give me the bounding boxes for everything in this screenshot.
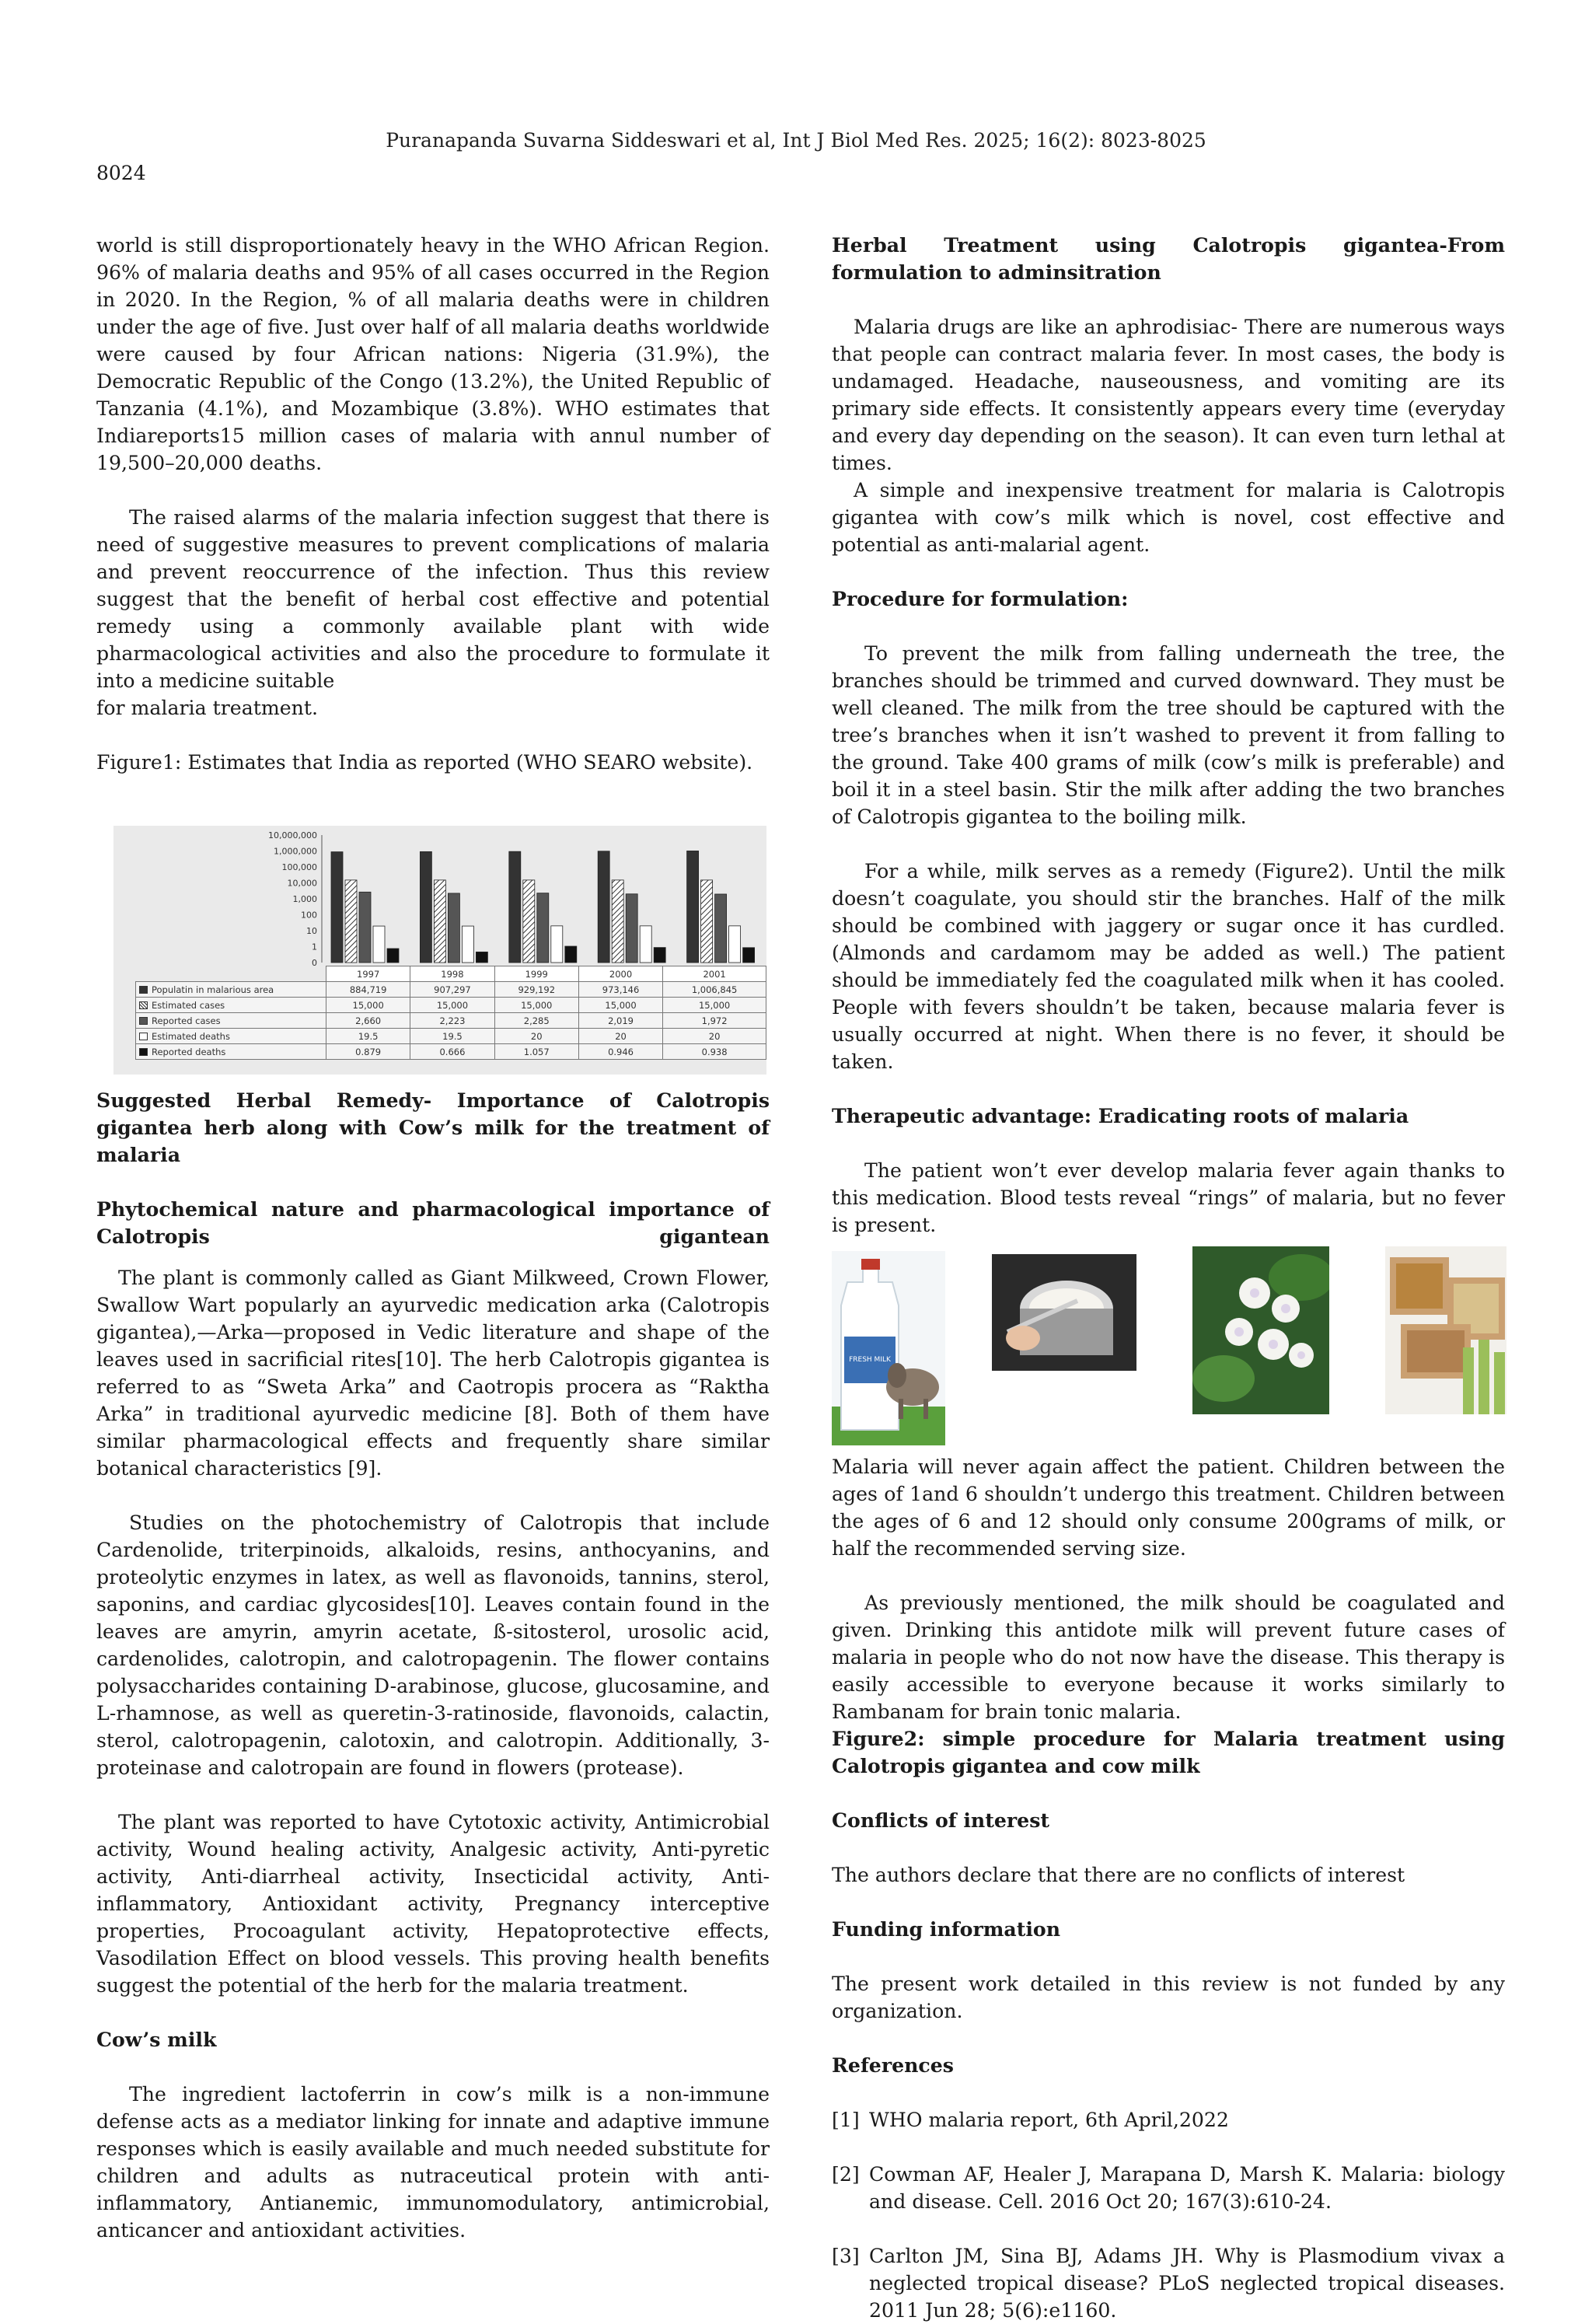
data-label-cell: 0.946: [578, 1044, 662, 1060]
bar-reported-deaths-1997: [387, 949, 399, 963]
year-header-cell: 1997: [326, 966, 410, 982]
y-tick-label: 1,000: [292, 894, 317, 904]
reference-text: Carlton JM, Sina BJ, Adams JH. Why is Plasmodium vivax a neglected tropical disease? PLoS neglected tropical diseases. 2011 Jun 28; 5(6):e1160.: [869, 2245, 1505, 2322]
paragraph-lactoferrin: The ingredient lactoferrin in cow’s milk is a non-immune defense acts as a mediator linking for innate and adaptive immune responses which is easily available and much needed substitute for children and adults as nutraceutical protein with anti-inflammatory, Antianemic, immunomodulatory, antimicrobial, anticancer and antioxidant activities.: [96, 2083, 770, 2242]
bar-estimated-cases-1997: [345, 880, 357, 963]
figure1-data-table: [135, 966, 766, 1060]
data-label-cell: 19.5: [326, 1029, 410, 1044]
jaggery-sugar-photo: [1385, 1246, 1506, 1414]
heading-cows-milk: Cow’s milk: [96, 2028, 217, 2051]
reference-3: [832, 2242, 1505, 2324]
data-label-cell: 1,006,845: [663, 982, 766, 998]
bar-reported-deaths-2000: [654, 948, 665, 963]
bar-estimated-cases-1999: [523, 880, 535, 963]
year-header-cell: 2000: [578, 966, 662, 982]
bar-populatin-in-malarious-area-1997: [331, 852, 343, 963]
data-label-cell: 19.5: [410, 1029, 494, 1044]
legend-swatch: [139, 1001, 148, 1009]
bar-reported-cases-2000: [626, 894, 637, 963]
bar-reported-cases-2001: [715, 894, 727, 963]
data-label-cell: 884,719: [326, 982, 410, 998]
bar-estimated-deaths-1997: [373, 926, 385, 963]
data-label-cell: 15,000: [326, 998, 410, 1013]
paragraph-activities: The plant was reported to have Cytotoxic activity, Antimicrobial activity, Wound healing activity, Analgesic activity, Anti-pyretic activity, Anti-diarrheal activity, Insecticidal activity, Anti-inflammatory, Antioxidant activity, Pregnancy interceptive properties, Procoagulant activity, Hepatoprotective effects, Vasodilation Effect on blood vessels. This proving health benefits suggest the potential of the herb for the malaria treatment.: [96, 1811, 770, 1997]
data-label-cell: 929,192: [494, 982, 578, 998]
legend-label: Estimated deaths: [152, 1030, 230, 1042]
bar-reported-deaths-1999: [565, 946, 577, 963]
reference-number: [3]: [832, 2245, 860, 2267]
bar-reported-cases-1999: [537, 893, 549, 963]
paragraph-procedure: To prevent the milk from falling underneath the tree, the branches should be trimmed and curved downward. They must be well cleaned. The milk from the tree should be captured with the tree’s branches when it isn’t washed to prevent it from falling to the ground. Take 400 grams of milk (cow’s milk is preferable) and boil it in a steel basin. Stir the milk after adding the two branches of Calotropis gigantea to the boiling milk.: [832, 642, 1505, 828]
legend-entry: [136, 1029, 326, 1044]
legend-entry: [136, 998, 326, 1013]
bar-estimated-cases-2000: [612, 880, 623, 963]
table-row: [136, 998, 766, 1013]
funding-text: The present work detailed in this review is not funded by any organization.: [832, 1973, 1505, 2022]
milk-label-text: FRESH MILK: [849, 1356, 891, 1364]
legend-swatch: [139, 1017, 148, 1025]
data-label-cell: 15,000: [494, 998, 578, 1013]
figure2-photos: [832, 1246, 1505, 1445]
heading-procedure: Procedure for formulation:: [832, 587, 1129, 610]
paragraph-raised-alarms: The raised alarms of the malaria infection suggest that there is need of suggestive measures to prevent complications of malaria and prevent reoccurrence of the infection. Thus this review suggest that the benefit of herbal cost effective and potential remedy using a commonly available plant with wide pharmacological activities and also the procedure to formulate it into a medicine suitable: [96, 506, 770, 692]
data-label-cell: 907,297: [410, 982, 494, 998]
bar-reported-deaths-1998: [476, 952, 487, 963]
heading-therapeutic: Therapeutic advantage: Eradicating roots of malaria: [832, 1104, 1409, 1127]
boiling-milk-photo: [992, 1254, 1136, 1371]
y-tick-label: 100: [301, 910, 317, 921]
bar-estimated-cases-2001: [701, 880, 713, 963]
year-header-cell: 1999: [494, 966, 578, 982]
bar-estimated-deaths-1999: [551, 926, 563, 963]
bar-reported-deaths-2001: [743, 948, 755, 963]
data-label-cell: 15,000: [410, 998, 494, 1013]
data-label-cell: 1.057: [494, 1044, 578, 1060]
paragraph-simple-treatment: A simple and inexpensive treatment for malaria is Calotropis gigantea with cow’s milk which is novel, cost effective and potential as anti-malarial agent.: [832, 479, 1505, 556]
bar-estimated-deaths-2000: [640, 926, 651, 963]
figure1-caption: Figure1: Estimates that India as reported (WHO SEARO website).: [96, 751, 753, 774]
data-label-cell: 20: [494, 1029, 578, 1044]
data-label-cell: 2,223: [410, 1013, 494, 1029]
conflicts-text: The authors declare that there are no conflicts of interest: [832, 1864, 1405, 1886]
y-tick-label: 10,000,000: [268, 830, 317, 840]
running-header: Puranapanda Suvarna Siddeswari et al, Int J Biol Med Res. 2025; 16(2): 8023-8025: [386, 129, 1206, 152]
heading-funding: Funding information: [832, 1917, 1061, 1941]
paragraph-patient: The patient won’t ever develop malaria fever again thanks to this medication. Blood tests reveal “rings” of malaria, but no fever is present.: [832, 1159, 1505, 1236]
legend-swatch: [139, 986, 148, 994]
milk-bottle-photo: [832, 1251, 945, 1445]
data-label-cell: 20: [663, 1029, 766, 1044]
paragraph-remedy: For a while, milk serves as a remedy (Figure2). Until the milk doesn’t coagulate, you should stir the branches. Half of the milk should be combined with jaggery or sugar once it has curdled. (Almonds and cardamom may be added as well.) The patient should be immediately fed the coagulated milk when it has cooled. People with fevers shouldn’t be taken, because malaria fever is usually occurred at night. When there is no fever, it should be taken.: [832, 860, 1505, 1073]
y-tick-label: 100,000: [281, 862, 317, 872]
heading-conflicts: Conflicts of interest: [832, 1809, 1050, 1832]
y-tick-label: 0: [312, 958, 317, 966]
year-header-cell: 1998: [410, 966, 494, 982]
paragraph-coagulated: As previously mentioned, the milk should be coagulated and given. Drinking this antidote milk will prevent future cases of malaria in people who do not now have the disease. This therapy is easily accessible to everyone because it works similarly to Rambanam for brain tonic malaria.: [832, 1592, 1505, 1723]
table-row: [136, 1029, 766, 1044]
figure2-caption: Figure2: simple procedure for Malaria treatment using Calotropis gigantea and cow milk: [832, 1727, 1505, 1777]
data-label-cell: 2,285: [494, 1013, 578, 1029]
bar-reported-cases-1997: [359, 892, 371, 963]
y-tick-label: 1: [312, 942, 317, 952]
legend-label: Reported cases: [152, 1015, 221, 1026]
reference-number: [1]: [832, 2109, 860, 2131]
data-label-cell: 2,019: [578, 1013, 662, 1029]
data-label-cell: 15,000: [663, 998, 766, 1013]
paragraph-malaria-drugs: Malaria drugs are like an aphrodisiac- There are numerous ways that people can contract malaria fever. In most cases, the body is undamaged. Headache, nauseousness, and vomiting are its primary side effects. It consistently appears every time (everyday and every day depending on the season). It can even turn lethal at times.: [832, 316, 1505, 474]
table-header-row: [136, 966, 766, 982]
y-tick-label: 1,000,000: [274, 846, 317, 857]
year-header-cell: 2001: [663, 966, 766, 982]
legend-label: Populatin in malarious area: [152, 984, 274, 995]
legend-label: Reported deaths: [152, 1046, 226, 1057]
reference-number: [2]: [832, 2163, 860, 2186]
data-label-cell: 20: [578, 1029, 662, 1044]
heading-suggested-remedy: Suggested Herbal Remedy- Importance of Calotropis gigantea herb along with Cow’s milk for the treatment of malaria: [96, 1089, 770, 1166]
bar-estimated-deaths-2001: [729, 926, 741, 963]
bar-populatin-in-malarious-area-1998: [420, 851, 431, 963]
paragraph-photochemistry: Studies on the photochemistry of Calotropis that include Cardenolide, triterpinoids, alkaloids, resins, anthocyanins, and proteolytic enzymes in latex, as well as flavonoids, tannins, sterol, saponins, and cardiac glycosides[10]. Leaves contain found in the leaves are amyrin, amyrin acetate, ß-sitosterol, urosolic acid, cardenolides, calotropin, and calotropagenin. The flower contains polysaccharides containing D-arabinose, glucose, glucosamine, and L-rhamnose, as well as queretin-3-ratinoside, flavonoids, calactin, sterol, calotropagenin, calotoxin, and calotropin. Additionally, 3-proteinase and calotropain are found in flowers (protease).: [96, 1511, 770, 1779]
paragraph-raised-alarms-end: for malaria treatment.: [96, 697, 318, 719]
reference-text: Cowman AF, Healer J, Marapana D, Marsh K. Malaria: biology and disease. Cell. 2016 Oct 20; 167(3):610-24.: [869, 2163, 1505, 2213]
figure1-chart: [113, 826, 766, 1075]
legend-entry: [136, 1044, 326, 1060]
legend-swatch: [139, 1033, 148, 1040]
data-label-cell: 0.938: [663, 1044, 766, 1060]
y-tick-label: 10,000: [287, 878, 317, 889]
heading-herbal-treatment: Herbal Treatment using Calotropis gigantea-From formulation to adminsitration: [832, 233, 1505, 284]
data-label-cell: 2,660: [326, 1013, 410, 1029]
reference-2: [832, 2161, 1505, 2215]
paragraph-never-again: Malaria will never again affect the patient. Children between the ages of 1and 6 shouldn’t undergo this treatment. Children between the ages of 6 and 12 should only consume 200grams of milk, or half the recommended serving size.: [832, 1456, 1505, 1560]
bar-populatin-in-malarious-area-2001: [687, 851, 699, 963]
paragraph-who-region: world is still disproportionately heavy in the WHO African Region. 96% of malaria deaths and 95% of all cases occurred in the Region in 2020. In the Region, % of all malaria deaths were in children under the age of five. Just over half of all malaria deaths worldwide were caused by four African nations: Nigeria (31.9%), the Democratic Republic of the Congo (13.2%), the United Republic of Tanzania (4.1%), and Mozambique (3.8%). WHO estimates that Indiareports15 million cases of malaria with annul number of 19,500–20,000 deaths.: [96, 234, 770, 474]
y-tick-label: 10: [306, 926, 317, 936]
bar-estimated-deaths-1998: [462, 926, 473, 963]
table-row: [136, 982, 766, 998]
table-row: [136, 1013, 766, 1029]
data-label-cell: 15,000: [578, 998, 662, 1013]
calotropis-flower-photo: [1192, 1246, 1329, 1414]
bar-populatin-in-malarious-area-1999: [509, 851, 521, 963]
legend-entry: [136, 1013, 326, 1029]
reference-1: [832, 2106, 1505, 2134]
heading-phytochemical: Phytochemical nature and pharmacological importance of Calotropis gigantean: [96, 1197, 770, 1248]
data-label-cell: 0.666: [410, 1044, 494, 1060]
left-column: [96, 232, 770, 2244]
bar-estimated-cases-1998: [434, 880, 445, 963]
heading-references: References: [832, 2053, 954, 2077]
paragraph-plant-names: The plant is commonly called as Giant Milkweed, Crown Flower, Swallow Wart popularly an ayurvedic medication arka (Calotropis gigantea),—Arka—proposed in Vedic literature and shape of the leaves used in sacrificial rites[10]. The herb Calotropis gigantea is referred to as “Sweta Arka” and Caotropis procera as “Raktha Arka” in traditional ayurvedic medicine [8]. Both of them have similar pharmacological effects and frequently share similar botanical characteristics [9].: [96, 1267, 770, 1480]
data-label-cell: 1,972: [663, 1013, 766, 1029]
reference-text: WHO malaria report, 6th April,2022: [869, 2109, 1229, 2131]
data-label-cell: 0.879: [326, 1044, 410, 1060]
right-column: [832, 232, 1505, 2324]
table-corner-cell: [136, 966, 326, 982]
bar-populatin-in-malarious-area-2000: [598, 851, 609, 963]
page-number: 8024: [96, 162, 146, 184]
table-row: [136, 1044, 766, 1060]
data-label-cell: 973,146: [578, 982, 662, 998]
legend-entry: [136, 982, 326, 998]
legend-label: Estimated cases: [152, 999, 225, 1011]
figure1-bar-plot: [113, 826, 766, 966]
bar-reported-cases-1998: [448, 893, 459, 963]
legend-swatch: [139, 1048, 148, 1056]
